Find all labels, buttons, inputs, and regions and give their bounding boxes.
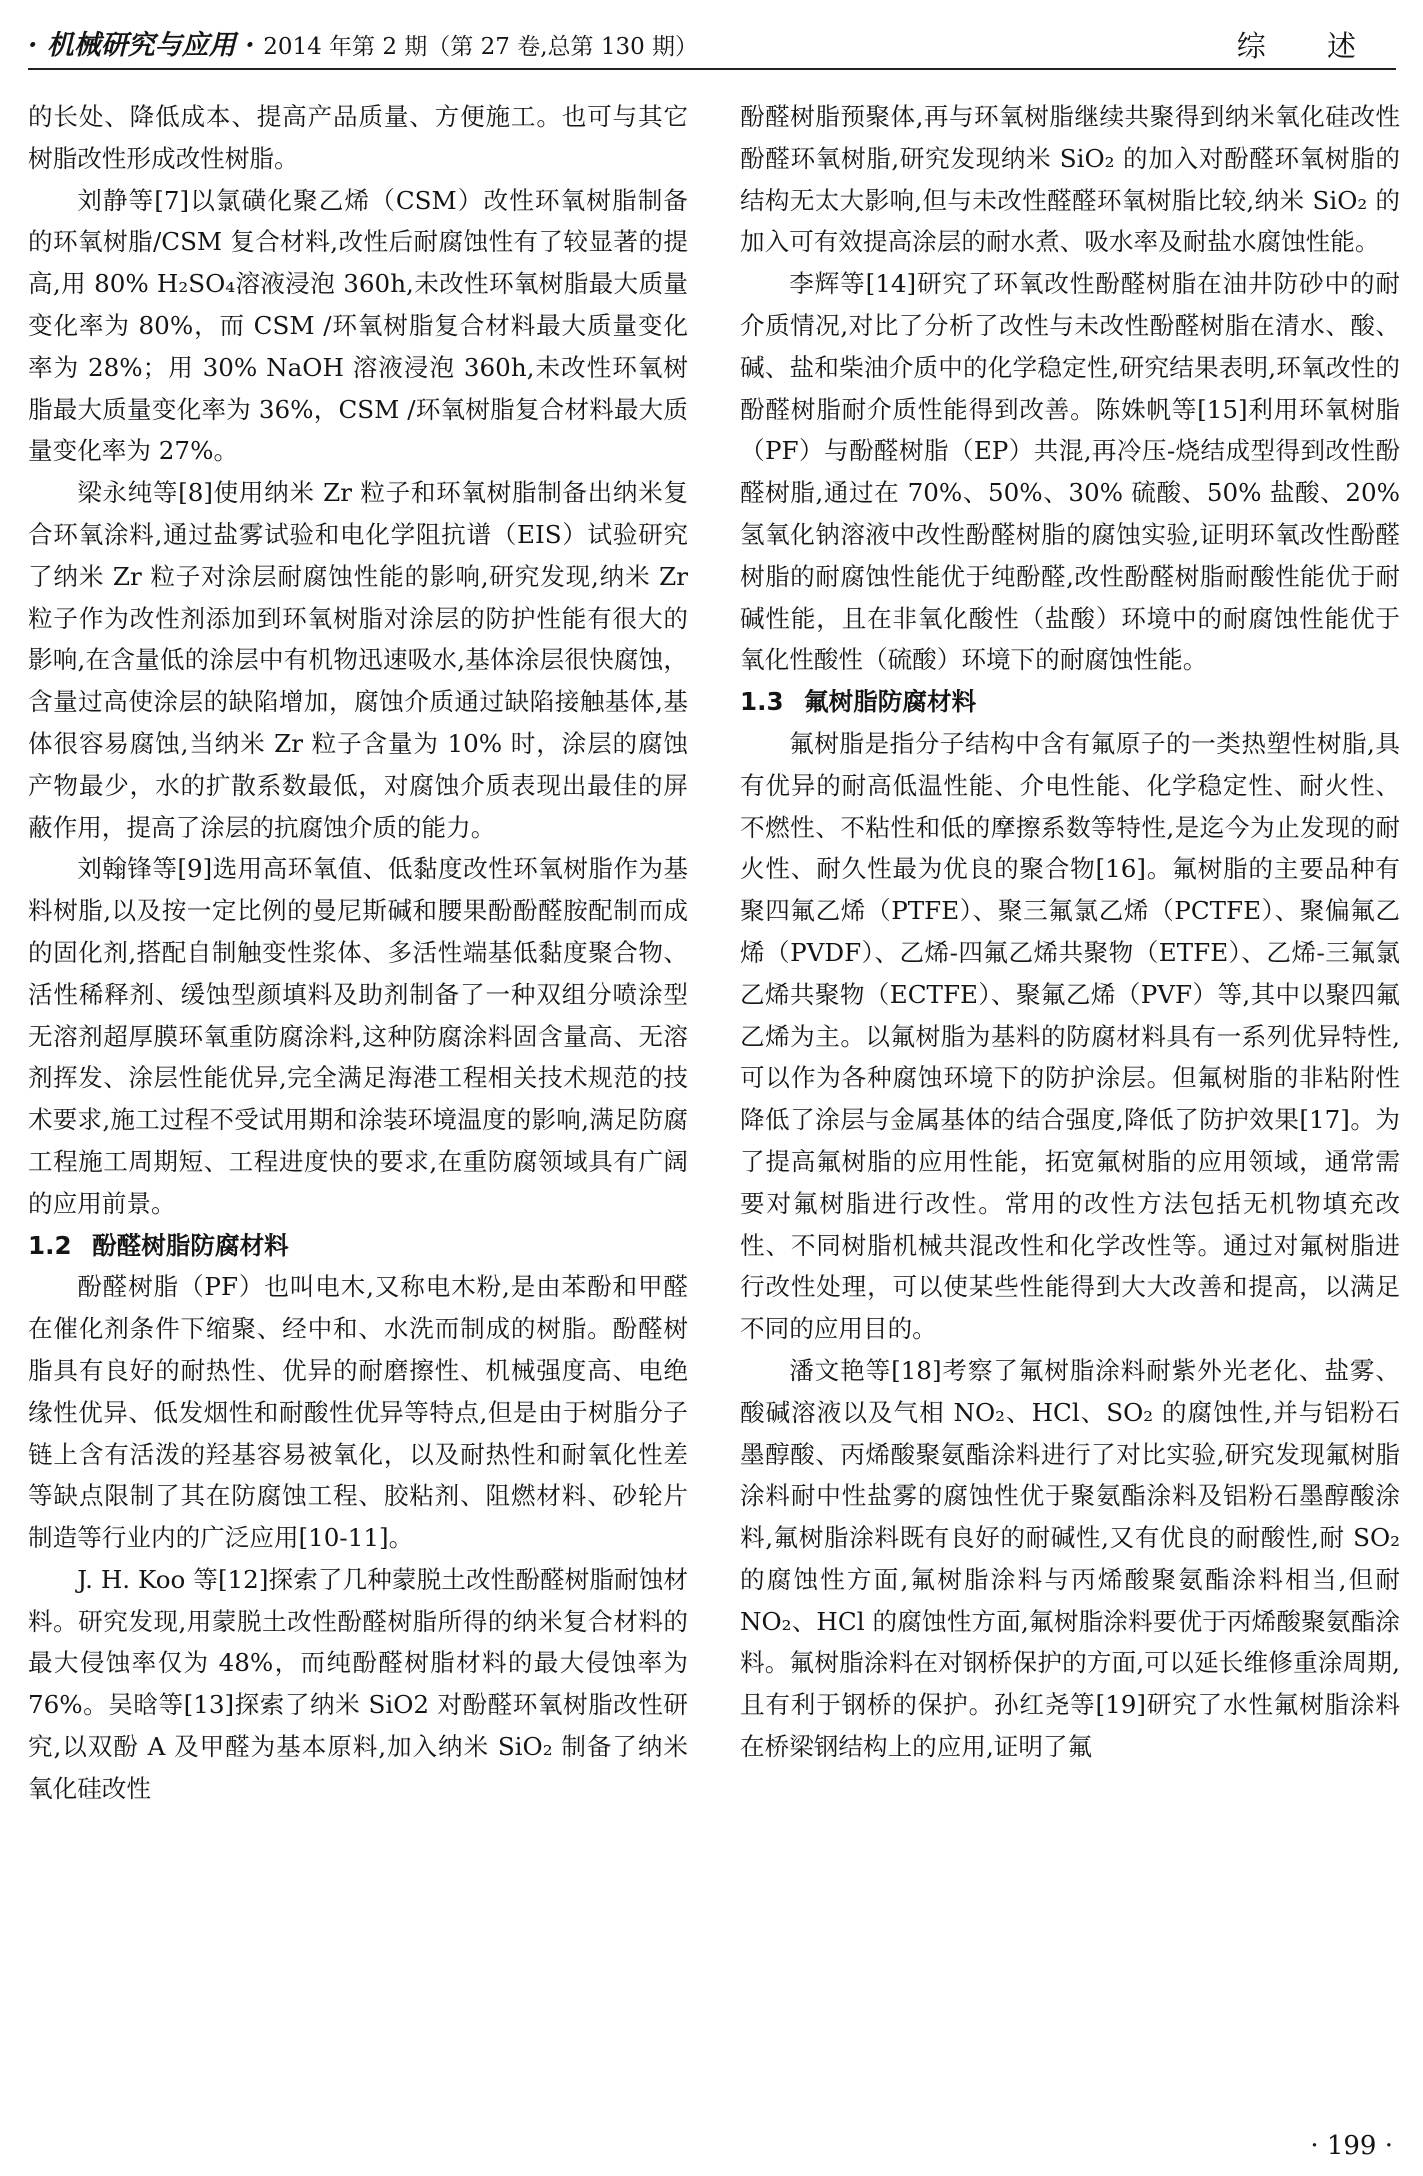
journal-name: · 机械研究与应用 · xyxy=(28,30,255,61)
body-paragraph: 刘静等[7]以氯磺化聚乙烯（CSM）改性环氧树脂制备的环氧树脂/CSM 复合材料,改性后耐腐蚀性有了较显著的提高,用 80% H₂SO₄溶液浸泡 360h,未改性环氧树脂最大质量变化率为 80%，而 CSM /环氧树脂复合材料最大质量变化率为 28%；用 30% NaOH 溶液浸泡 360h,未改性环氧树脂最大质量变化率为 36%，CSM /环氧树脂复合材料最大质量变化率为 27%。 xyxy=(28,185,688,466)
body-paragraph: 刘翰锋等[9]选用高环氧值、低黏度改性环氧树脂作为基料树脂,以及按一定比例的曼尼斯碱和腰果酚酚醛胺配制而成的固化剂,搭配自制触变性浆体、多活性端基低黏度聚合物、活性稀释剂、缓蚀型颜填料及助剂制备了一种双组分喷涂型无溶剂超厚膜环氧重防腐涂料,这种防腐涂料固含量高、无溶剂挥发、涂层性能优异,完全满足海港工程相关技术规范的技术要求,施工过程不受试用期和涂装环境温度的影响,满足防腐工程施工周期短、工程进度快的要求,在重防腐领域具有广阔的应用前景。 xyxy=(28,854,688,1218)
section-number: 1.2 xyxy=(28,1230,72,1260)
body-paragraph: 潘文艳等[18]考察了氟树脂涂料耐紫外光老化、盐雾、酸碱溶液以及气相 NO₂、HCl、SO₂ 的腐蚀性,并与铝粉石墨醇酸、丙烯酸聚氨酯涂料进行了对比实验,研究发现氟树脂涂料耐中性盐雾的腐蚀性优于聚氨酯涂料及铝粉石墨醇酸涂料,氟树脂涂料既有良好的耐碱性,又有优良的耐酸性,耐 SO₂ 的腐蚀性方面,氟树脂涂料与丙烯酸聚氨酯涂料相当,但耐 NO₂、HCl 的腐蚀性方面,氟树脂涂料要优于丙烯酸聚氨酯涂料。氟树脂涂料在对钢桥保护的方面,可以延长维修重涂周期,且有利于钢桥的保护。孙红尧等[19]研究了水性氟树脂涂料在桥梁钢结构上的应用,证明了氟 xyxy=(740,1355,1400,1762)
body-paragraph: 酚醛树脂（PF）也叫电木,又称电木粉,是由苯酚和甲醛在催化剂条件下缩聚、经中和、水洗而制成的树脂。酚醛树脂具有良好的耐热性、优异的耐磨擦性、机械强度高、电绝缘性优异、低发烟性和耐酸性优异等特点,但是由于树脂分子链上含有活泼的羟基容易被氧化，以及耐热性和耐氧化性差等缺点限制了其在防腐蚀工程、胶粘剂、阻燃材料、砂轮片制造等行业内的广泛应用[10-11]。 xyxy=(28,1272,688,1553)
left-column xyxy=(28,96,688,1810)
section-heading-text: 氟树脂防腐材料 xyxy=(804,687,977,717)
body-paragraph: 李辉等[14]研究了环氧改性酚醛树脂在油井防砂中的耐介质情况,对比了分析了改性与未改性酚醛树脂在清水、酸、碱、盐和柴油介质中的化学稳定性,研究结果表明,环氧改性的酚醛树脂耐介质性能得到改善。陈姝帆等[15]利用环氧树脂（PF）与酚醛树脂（EP）共混,再冷压-烧结成型得到改性酚醛树脂,通过在 70%、50%、30% 硫酸、50% 盐酸、20% 氢氧化钠溶液中改性酚醛树脂的腐蚀实验,证明环氧改性酚醛树脂的耐腐蚀性能优于纯酚醛,改性酚醛树脂耐酸性能优于耐碱性能，且在非氧化酸性（盐酸）环境中的耐腐蚀性能优于氧化性酸性（硫酸）环境下的耐腐蚀性能。 xyxy=(740,269,1400,675)
running-header xyxy=(28,22,1396,70)
section-heading-text: 酚醛树脂防腐材料 xyxy=(92,1230,289,1260)
body-paragraph: 氟树脂是指分子结构中含有氟原子的一类热塑性树脂,具有优异的耐高低温性能、介电性能、化学稳定性、耐火性、不燃性、不粘性和低的摩擦系数等特性,是迄今为止发现的耐火性、耐久性最为优良的聚合物[16]。氟树脂的主要品种有聚四氟乙烯（PTFE）、聚三氟氯乙烯（PCTFE）、聚偏氟乙烯（PVDF）、乙烯-四氟乙烯共聚物（ETFE）、乙烯-三氟氯乙烯共聚物（ECTFE）、聚氟乙烯（PVF）等,其中以聚四氟乙烯为主。以氟树脂为基料的防腐材料具有一系列优异特性,可以作为各种腐蚀环境下的防护涂层。但氟树脂的非粘附性降低了涂层与金属基体的结合强度,降低了防护效果[17]。为了提高氟树脂的应用性能，拓宽氟树脂的应用领域，通常需要对氟树脂进行改性。常用的改性方法包括无机物填充改性、不同树脂机械共混改性和化学改性等。通过对氟树脂进行改性处理，可以使某些性能得到大大改善和提高，以满足不同的应用目的。 xyxy=(740,728,1400,1344)
section-heading xyxy=(740,681,1400,723)
page-number: · 199 · xyxy=(1310,2131,1393,2161)
section-number: 1.3 xyxy=(740,687,784,717)
body-paragraph: 的长处、降低成本、提高产品质量、方便施工。也可与其它树脂改性形成改性树脂。 xyxy=(28,102,688,173)
section-title: 综 述 xyxy=(1236,29,1382,63)
issue-info: 2014 年第 2 期（第 27 卷,总第 130 期） xyxy=(263,34,699,60)
journal-line xyxy=(28,26,698,67)
body-paragraph: J. H. Koo 等[12]探索了几种蒙脱土改性酚醛树脂耐蚀材料。研究发现,用蒙脱土改性酚醛树脂所得的纳米复合材料的最大侵蚀率仅为 48%，而纯酚醛树脂材料的最大侵蚀率为 76%。吴晗等[13]探索了纳米 SiO2 对酚醛环氧树脂改性研究,以双酚 A 及甲醛为基本原料,加入纳米 SiO₂ 制备了纳米氧化硅改性 xyxy=(28,1564,688,1803)
body-paragraph: 梁永纯等[8]使用纳米 Zr 粒子和环氧树脂制备出纳米复合环氧涂料,通过盐雾试验和电化学阻抗谱（EIS）试验研究了纳米 Zr 粒子对涂层耐腐蚀性能的影响,研究发现,纳米 Zr 粒子作为改性剂添加到环氧树脂对涂层的防护性能有很大的影响,在含量低的涂层中有机物迅速吸水,基体涂层很快腐蚀，含量过高使涂层的缺陷增加，腐蚀介质通过缺陷接触基体,基体很容易腐蚀,当纳米 Zr 粒子含量为 10% 时，涂层的腐蚀产物最少，水的扩散系数最低，对腐蚀介质表现出最佳的屏蔽作用，提高了涂层的抗腐蚀介质的能力。 xyxy=(28,478,688,842)
section-heading xyxy=(28,1225,688,1267)
right-column xyxy=(740,96,1400,1768)
body-paragraph: 酚醛树脂预聚体,再与环氧树脂继续共聚得到纳米氧化硅改性酚醛环氧树脂,研究发现纳米 SiO₂ 的加入对酚醛环氧树脂的结构无太大影响,但与未改性醛醛环氧树脂比较,纳米 SiO₂ 的加入可有效提高涂层的耐水煮、吸水率及耐盐水腐蚀性能。 xyxy=(740,102,1400,257)
